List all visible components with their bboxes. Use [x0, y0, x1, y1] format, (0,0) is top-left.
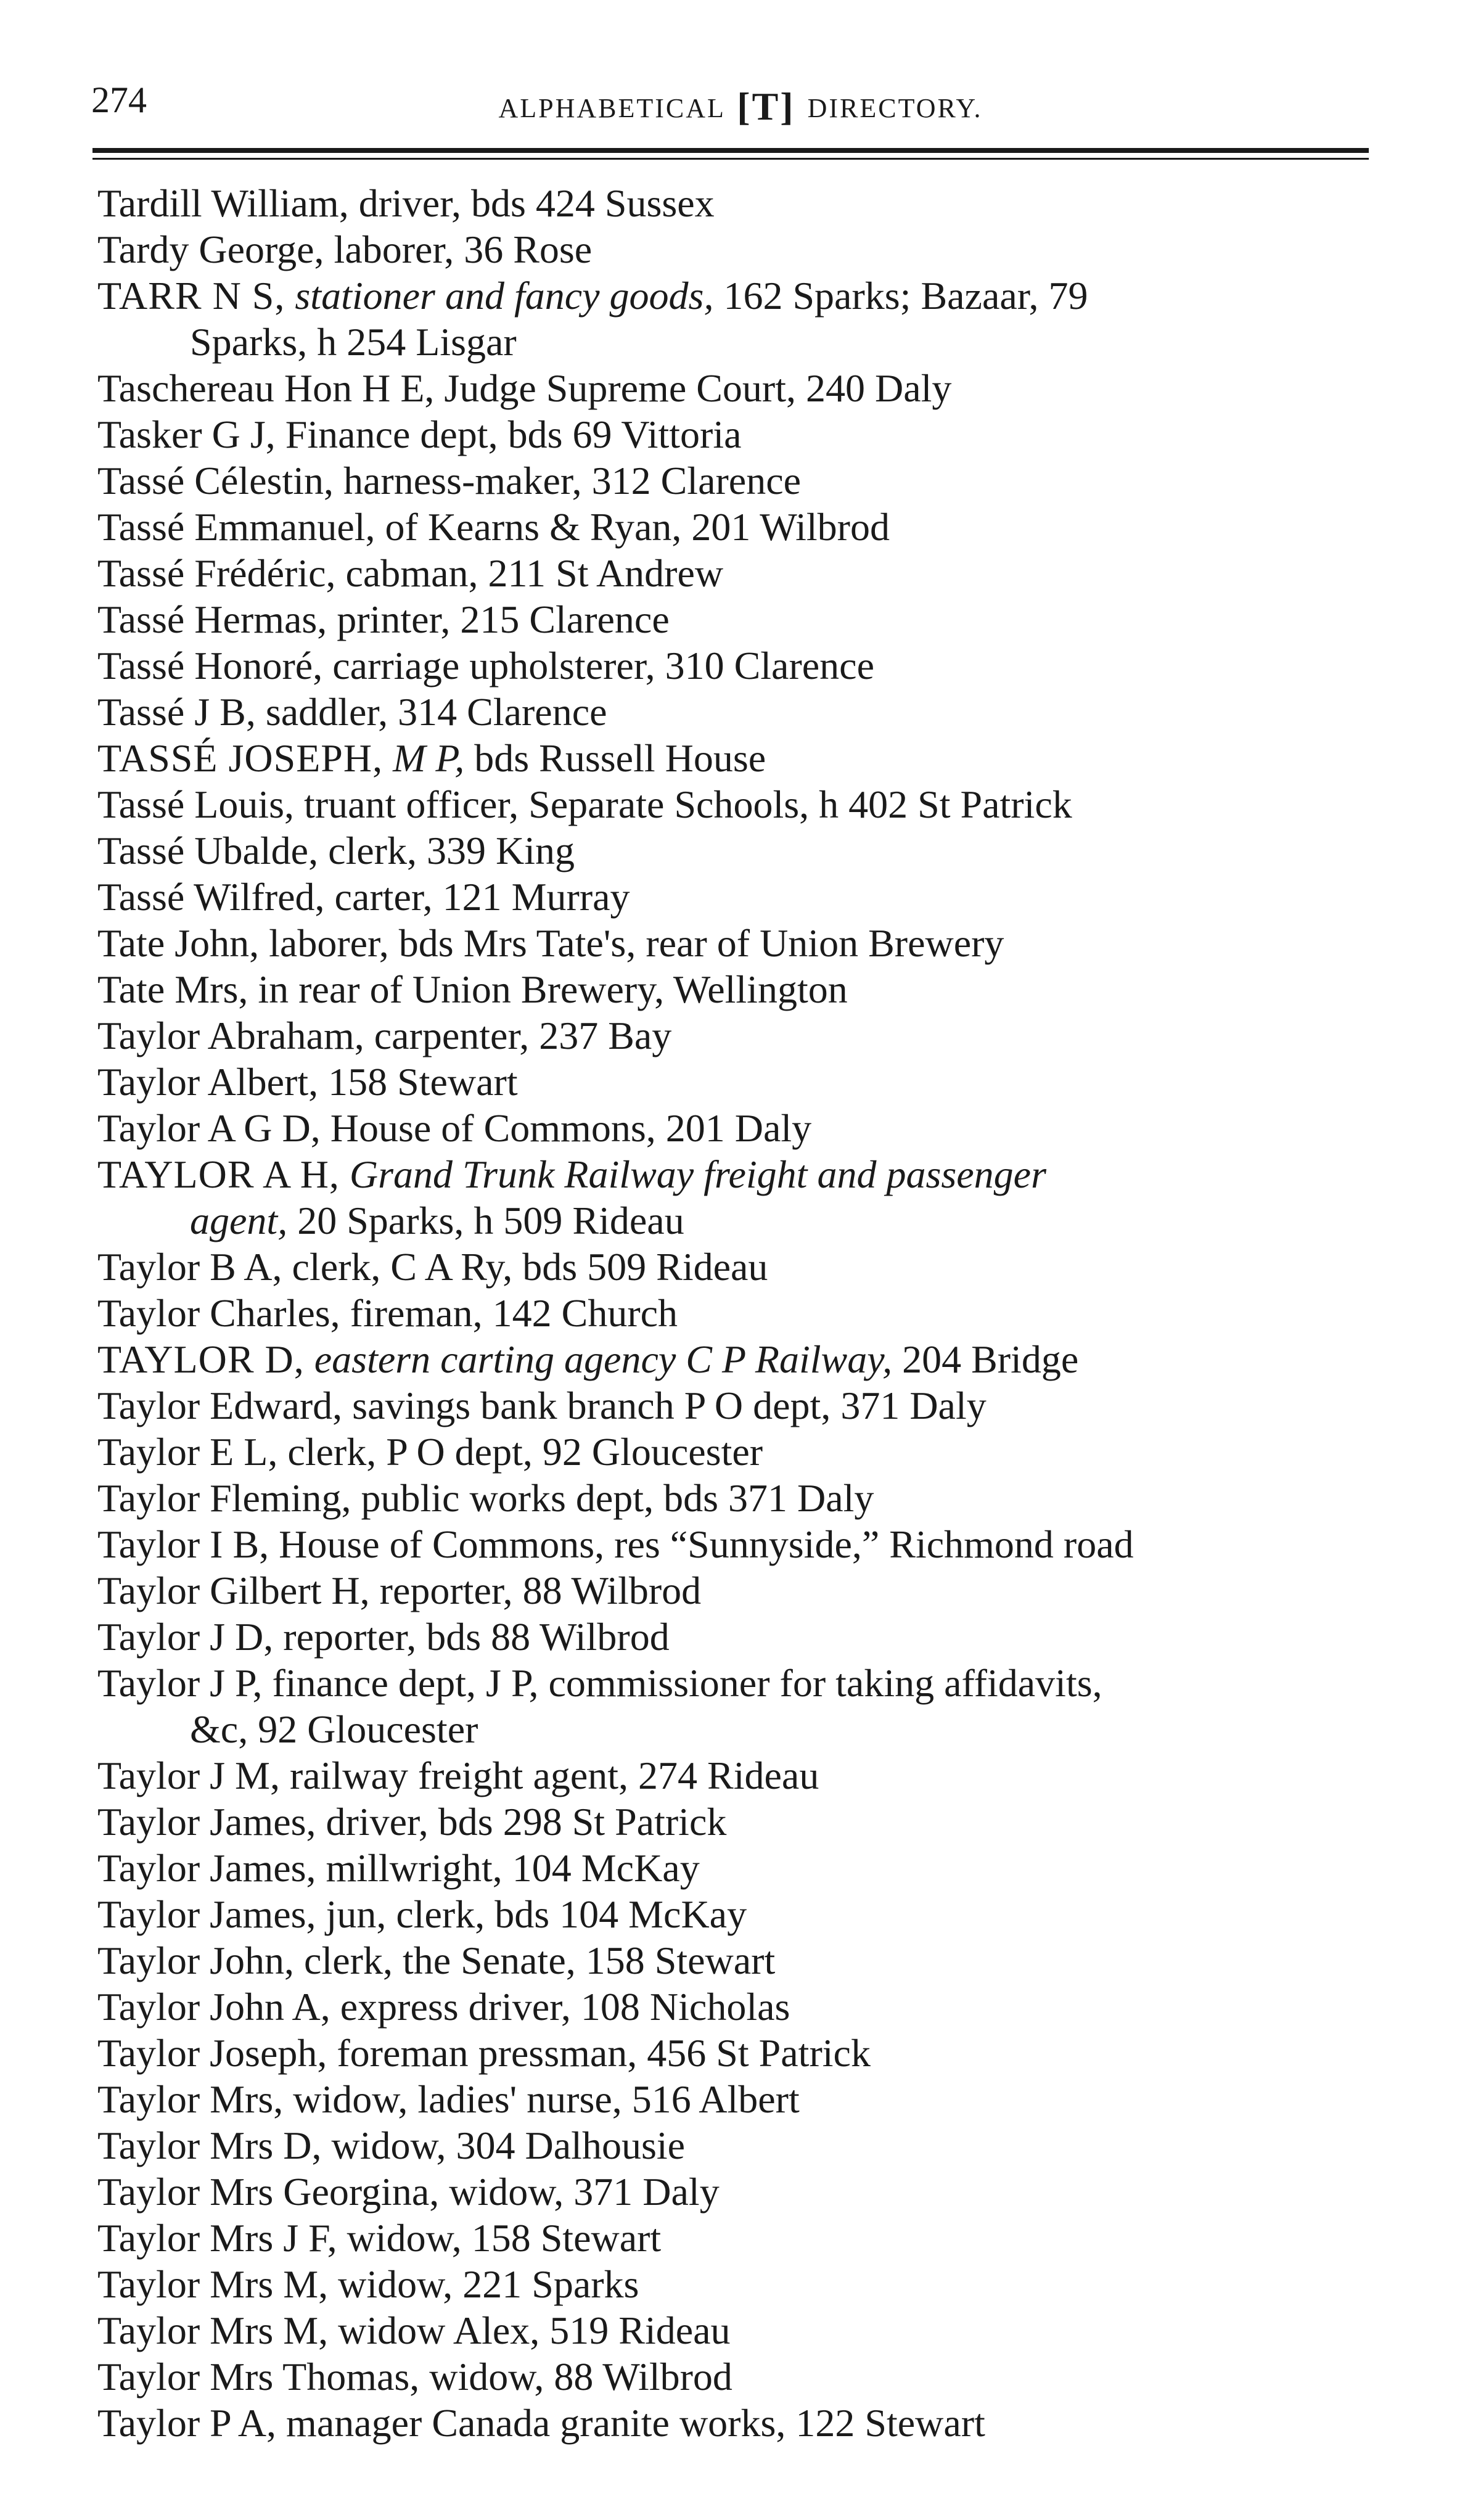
directory-entry [97, 2030, 1405, 2076]
directory-entry [97, 920, 1405, 966]
entry-text: Taylor Mrs Thomas, widow, 88 Wilbrod [97, 2355, 732, 2399]
directory-entry [97, 1244, 1405, 1290]
directory-entry [97, 1475, 1405, 1521]
entry-text: Taylor Mrs M, widow, 221 Sparks [97, 2262, 639, 2306]
entry-text: Taylor Albert, 158 Stewart [97, 1060, 518, 1104]
entry-text: Taylor James, jun, clerk, bds 104 McKay [97, 1892, 747, 1936]
directory-entry [97, 1012, 1405, 1059]
directory-entry [97, 2215, 1405, 2261]
entry-text: Taylor Mrs Georgina, widow, 371 Daly [97, 2170, 720, 2214]
directory-entry-continuation [97, 1197, 1405, 1244]
directory-entry [97, 226, 1405, 273]
directory-entry [97, 2400, 1405, 2446]
entry-text: Taylor Fleming, public works dept, bds 371 Daly [97, 1476, 874, 1520]
entry-continuation: Sparks, h 254 Lisgar [190, 320, 517, 364]
directory-entry [97, 1336, 1405, 1382]
entry-text: Taylor Abraham, carpenter, 237 Bay [97, 1014, 672, 1057]
entry-text: Taylor John, clerk, the Senate, 158 Stewart [97, 1939, 776, 1982]
entry-continuation: &c, 92 Gloucester [190, 1707, 478, 1751]
directory-entry [97, 781, 1405, 827]
entry-name: TAYLOR D, [97, 1337, 305, 1381]
entry-text: Tardill William, driver, bds 424 Sussex [97, 181, 715, 225]
directory-entry [97, 1891, 1405, 1937]
directory-entry [97, 827, 1405, 874]
entry-text: Taylor Joseph, foreman pressman, 456 St Patrick [97, 2031, 871, 2075]
entry-business: Grand Trunk Railway freight and passenger [349, 1152, 1046, 1196]
entry-text: Tassé Ubalde, clerk, 339 King [97, 829, 575, 872]
directory-entry [97, 642, 1405, 689]
entry-text: Taylor Gilbert H, reporter, 88 Wilbrod [97, 1569, 702, 1612]
entry-text: Taylor J M, railway freight agent, 274 Rideau [97, 1754, 819, 1797]
page-number: 274 [91, 80, 147, 120]
entry-text: Tate John, laborer, bds Mrs Tate's, rear of Union Brewery [97, 921, 1004, 965]
directory-entry [97, 874, 1405, 920]
entry-text: Taylor Mrs D, widow, 304 Dalhousie [97, 2124, 686, 2167]
directory-entry [97, 180, 1405, 226]
directory-entry [97, 1845, 1405, 1891]
directory-entry [97, 550, 1405, 596]
directory-entry [97, 458, 1405, 504]
entry-text: Taylor Charles, fireman, 142 Church [97, 1291, 678, 1335]
directory-entry [97, 411, 1405, 458]
entry-address: 204 Bridge [902, 1337, 1079, 1381]
entry-business: eastern carting agency C P Railway, [314, 1337, 893, 1381]
running-head-right: DIRECTORY. [807, 93, 983, 123]
directory-entry [97, 2354, 1405, 2400]
entry-text: Taylor I B, House of Commons, res “Sunnyside,” Richmond road [97, 1522, 1134, 1566]
directory-entry [97, 365, 1405, 411]
header-rule-thick [92, 148, 1369, 153]
directory-entry [97, 504, 1405, 550]
directory-entry-continuation [97, 1706, 1405, 1752]
entry-name: TARR N S, [97, 274, 285, 318]
entry-text: Taylor Edward, savings bank branch P O dept, 371 Daly [97, 1384, 987, 1427]
entry-name: TAYLOR A H, [97, 1152, 340, 1196]
directory-entry [97, 273, 1405, 319]
running-head [0, 81, 1481, 127]
directory-entry [97, 1521, 1405, 1567]
entry-text: Taylor J P, finance dept, J P, commissioner for taking affidavits, [97, 1661, 1102, 1705]
entry-business: M P, [393, 736, 465, 780]
directory-entry [97, 1105, 1405, 1151]
entry-text: Taylor John A, express driver, 108 Nicholas [97, 1985, 790, 2029]
directory-entry [97, 596, 1405, 642]
header-rule-thin [92, 158, 1369, 160]
running-head-letter: [T] [737, 84, 795, 128]
entry-text: Taylor Mrs J F, widow, 158 Stewart [97, 2216, 662, 2260]
entry-name: TASSÉ JOSEPH, [97, 736, 384, 780]
directory-entry [97, 2169, 1405, 2215]
directory-entry [97, 1752, 1405, 1799]
entry-text: Taylor Mrs, widow, ladies' nurse, 516 Albert [97, 2077, 800, 2121]
directory-entries [97, 180, 1405, 2446]
directory-entry [97, 1937, 1405, 1984]
directory-entry [97, 1151, 1405, 1197]
entry-address: 162 Sparks; Bazaar, 79 [723, 274, 1088, 318]
entry-text: Tardy George, laborer, 36 Rose [97, 228, 593, 271]
entry-text: Tassé Célestin, harness-maker, 312 Clarence [97, 459, 801, 503]
entry-continuation-italic: agent, [190, 1199, 288, 1242]
directory-entry [97, 2122, 1405, 2169]
directory-entry [97, 1290, 1405, 1336]
entry-text: Taschereau Hon H E, Judge Supreme Court, 240 Daly [97, 366, 952, 410]
directory-entry [97, 1382, 1405, 1429]
directory-entry [97, 1567, 1405, 1614]
entry-text: Tassé J B, saddler, 314 Clarence [97, 690, 607, 734]
directory-entry [97, 1059, 1405, 1105]
entry-text: Taylor A G D, House of Commons, 201 Daly [97, 1106, 812, 1150]
directory-entry [97, 2076, 1405, 2122]
entry-text: Taylor E L, clerk, P O dept, 92 Gloucester [97, 1430, 763, 1474]
entry-text: Taylor Mrs M, widow Alex, 519 Rideau [97, 2309, 731, 2352]
entry-text: Taylor J D, reporter, bds 88 Wilbrod [97, 1615, 670, 1659]
entry-text: Tasker G J, Finance dept, bds 69 Vittoria [97, 412, 742, 456]
running-head-left: ALPHABETICAL [498, 93, 725, 123]
directory-entry [97, 2261, 1405, 2307]
entry-continuation: 20 Sparks, h 509 Rideau [297, 1199, 684, 1242]
directory-entry [97, 1660, 1405, 1706]
entry-text: Taylor James, millwright, 104 McKay [97, 1846, 700, 1890]
entry-text: Taylor James, driver, bds 298 St Patrick [97, 1800, 727, 1844]
entry-text: Tassé Hermas, printer, 215 Clarence [97, 597, 670, 641]
directory-entry [97, 966, 1405, 1012]
entry-business: stationer and fancy goods, [295, 274, 714, 318]
entry-text: Tassé Frédéric, cabman, 211 St Andrew [97, 551, 724, 595]
directory-entry [97, 689, 1405, 735]
directory-entry-continuation [97, 319, 1405, 365]
directory-entry [97, 1799, 1405, 1845]
directory-entry [97, 735, 1405, 781]
entry-address: bds Russell House [474, 736, 766, 780]
directory-entry [97, 2307, 1405, 2354]
entry-text: Taylor B A, clerk, C A Ry, bds 509 Rideau [97, 1245, 768, 1289]
entry-text: Taylor P A, manager Canada granite works, 122 Stewart [97, 2401, 985, 2445]
entry-text: Tassé Wilfred, carter, 121 Murray [97, 875, 630, 919]
entry-text: Tate Mrs, in rear of Union Brewery, Wellington [97, 967, 848, 1011]
entry-text: Tassé Emmanuel, of Kearns & Ryan, 201 Wilbrod [97, 505, 890, 549]
directory-entry [97, 1984, 1405, 2030]
directory-entry [97, 1429, 1405, 1475]
entry-text: Tassé Honoré, carriage upholsterer, 310 Clarence [97, 644, 874, 687]
directory-entry [97, 1614, 1405, 1660]
entry-text: Tassé Louis, truant officer, Separate Schools, h 402 St Patrick [97, 782, 1072, 826]
